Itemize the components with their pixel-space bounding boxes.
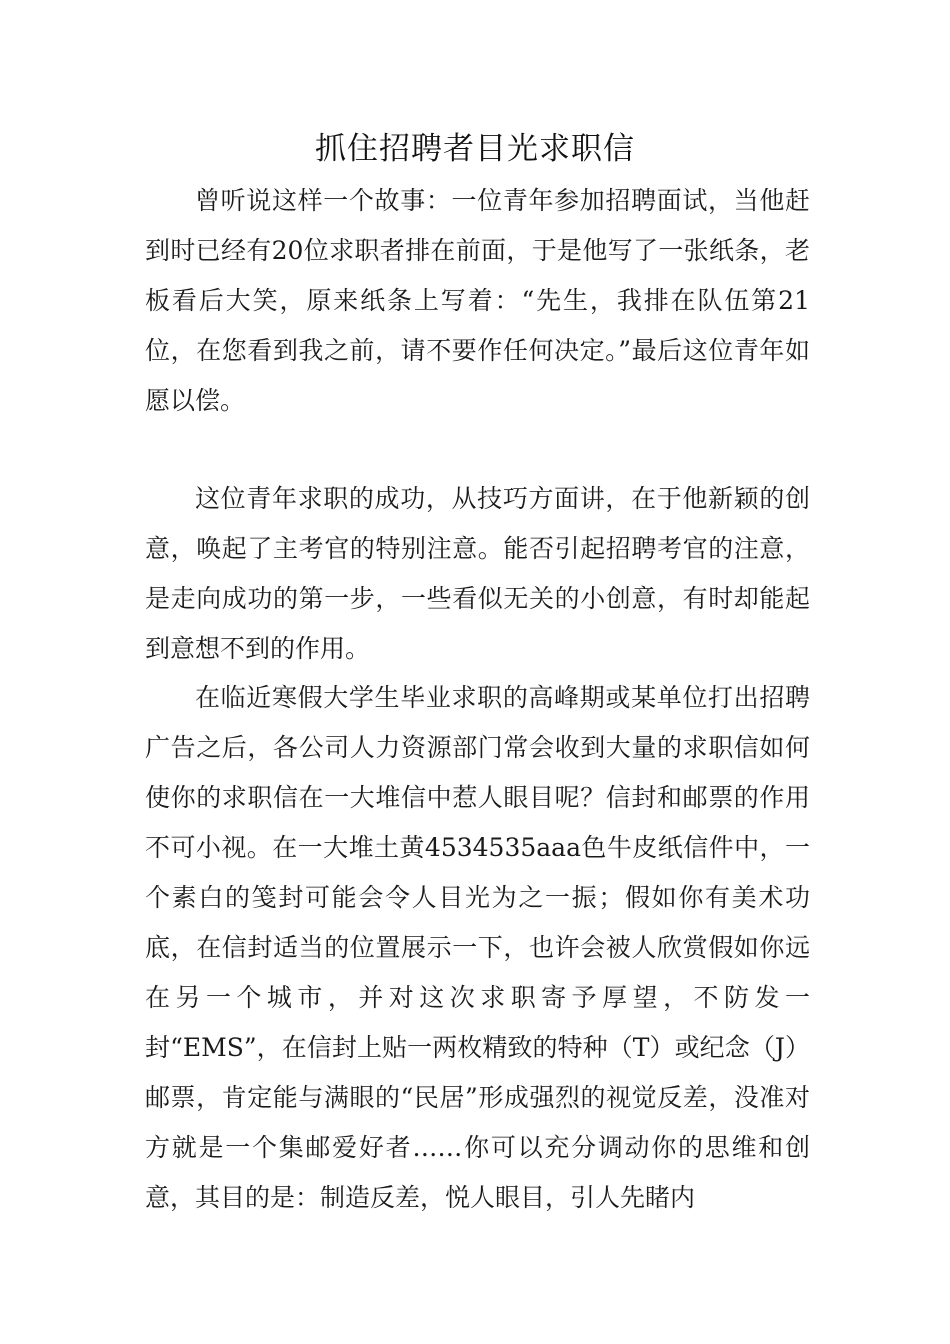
paragraph-1: 曾听说这样一个故事：一位青年参加招聘面试，当他赶到时已经有20位求职者排在前面，于是他写了一张纸条，老板看后大笑，原来纸条上写着：“先生，我排在队伍第21位，在您看到我之前，请不要作任何决定。”最后这位青年如愿以偿。 bbox=[145, 186, 810, 415]
document-title: 抓住招聘者目光求职信 bbox=[315, 131, 635, 167]
paragraph-2: 这位青年求职的成功，从技巧方面讲，在于他新颖的创意，唤起了主考官的特别注意。能否引起招聘考官的注意，是走向成功的第一步，一些看似无关的小创意，有时却能起到意想不到的作用。 bbox=[145, 484, 810, 663]
paragraph-3: 在临近寒假大学生毕业求职的高峰期或某单位打出招聘广告之后，各公司人力资源部门常会收到大量的求职信如何使你的求职信在一大堆信中惹人眼目呢？信封和邮票的作用不可小视。在一大堆土黄4534535aaa色牛皮纸信件中，一个素白的笺封可能会令人目光为之一振；假如你有美术功底，在信封适当的位置展示一下，也许会被人欣赏假如你远在另一个城市，并对这次求职寄予厚望，不防发一封“EMS”，在信封上贴一两枚精致的特种（T）或纪念（J）邮票，肯定能与满眼的“民居”形成强烈的视觉反差，没准对方就是一个集邮爱好者……你可以充分调动你的思维和创意，其目的是：制造反差，悦人眼目，引人先睹内 bbox=[145, 683, 810, 1212]
